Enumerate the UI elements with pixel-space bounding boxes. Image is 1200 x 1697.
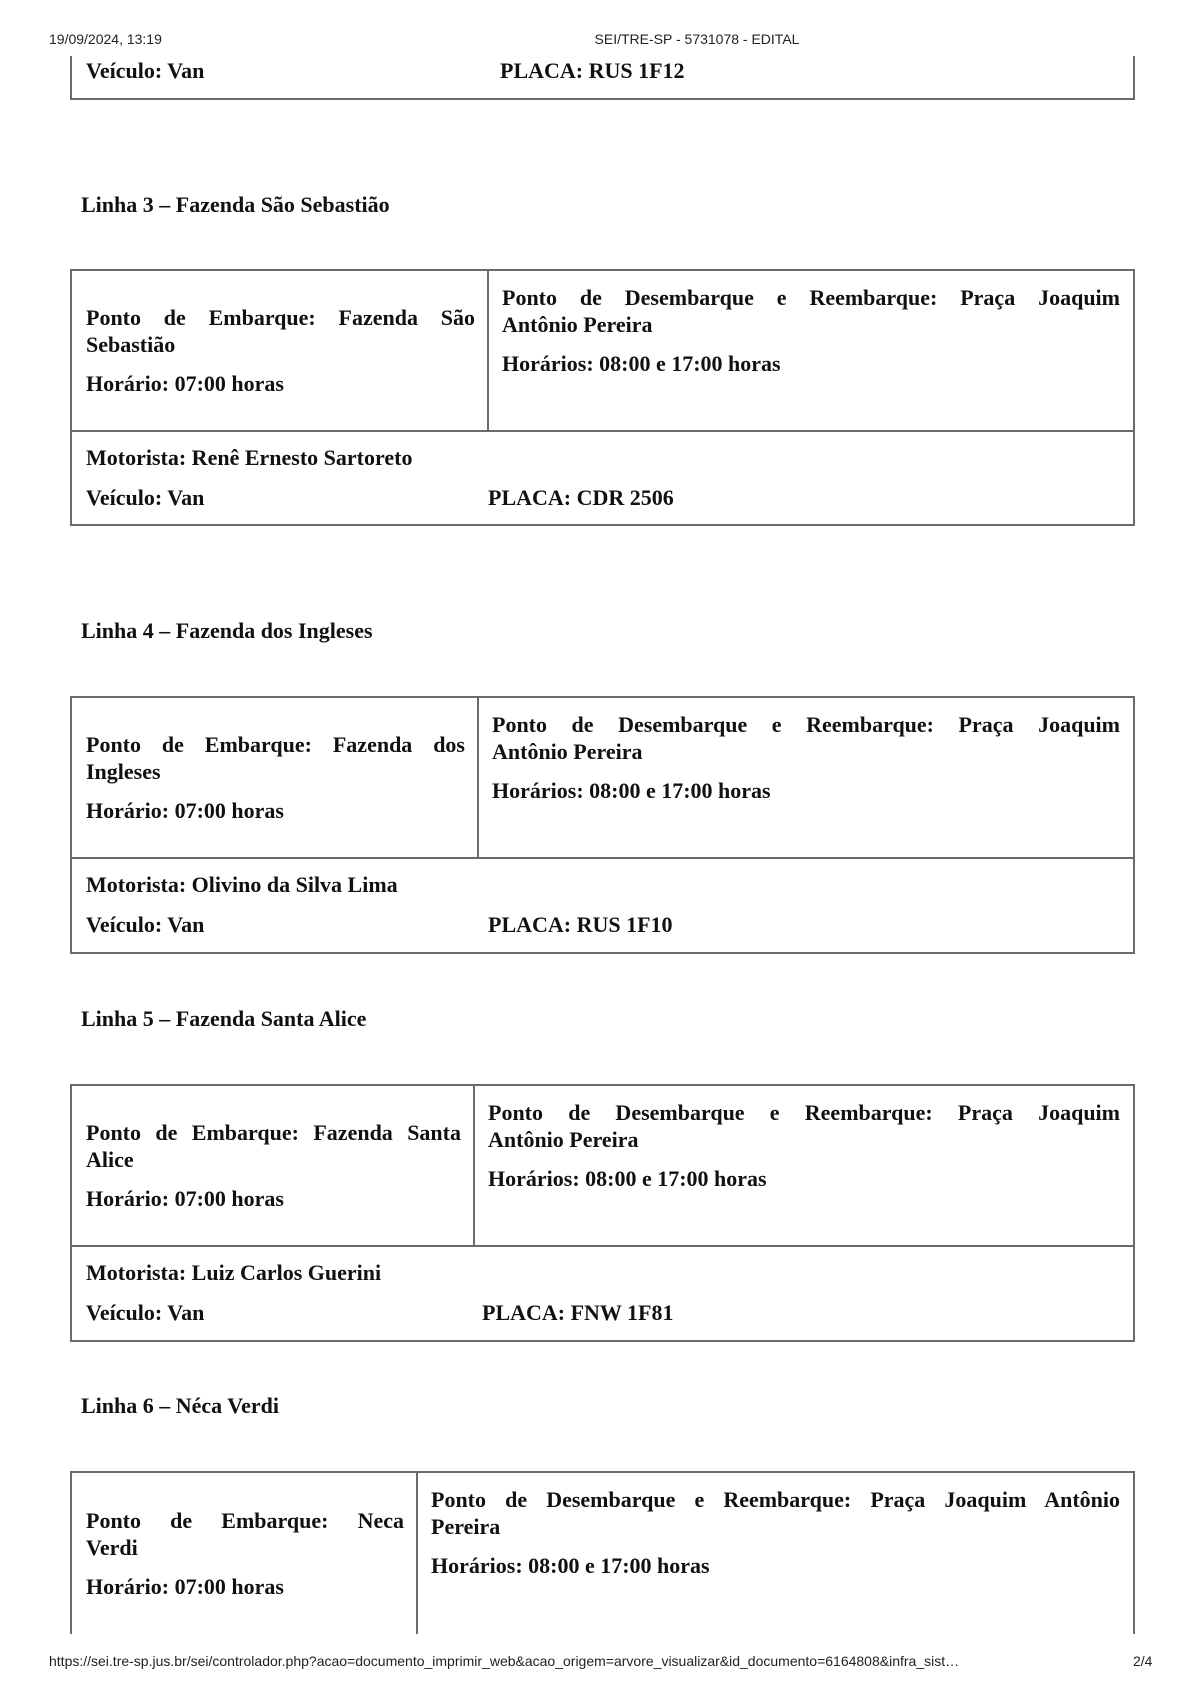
line-3-embarque: Ponto de Embarque: Fazenda São <box>86 305 475 330</box>
line-4-desembarque-cont: Antônio Pereira <box>492 739 643 764</box>
line-5-embarque-cont: Alice <box>86 1147 134 1172</box>
line-6-title: Linha 6 – Néca Verdi <box>81 1393 280 1418</box>
line-5-desembarque-cont: Antônio Pereira <box>488 1127 639 1152</box>
line-6-embarque: Ponto de Embarque: Neca <box>86 1508 404 1533</box>
line-5-horarios: Horários: 08:00 e 17:00 horas <box>488 1166 767 1191</box>
line-3-motorista: Motorista: Renê Ernesto Sartoreto <box>86 445 413 470</box>
line-5-embarque: Ponto de Embarque: Fazenda Santa <box>86 1120 461 1145</box>
line-6-horario: Horário: 07:00 horas <box>86 1574 284 1599</box>
line-3-horarios: Horários: 08:00 e 17:00 horas <box>502 351 781 376</box>
line-3-title: Linha 3 – Fazenda São Sebastião <box>81 192 390 217</box>
line-5-desembarque: Ponto de Desembarque e Reembarque: Praça Joaquim <box>488 1100 1120 1125</box>
line-4-placa: PLACA: RUS 1F10 <box>488 912 673 937</box>
line-4-veiculo: Veículo: Van <box>86 912 205 937</box>
line-5-motorista: Motorista: Luiz Carlos Guerini <box>86 1260 382 1285</box>
line-5-veiculo: Veículo: Van <box>86 1300 205 1325</box>
line-5-placa: PLACA: FNW 1F81 <box>482 1300 674 1325</box>
line-6-desembarque: Ponto de Desembarque e Reembarque: Praça Joaquim Antônio <box>431 1487 1120 1512</box>
line-4-embarque-cont: Ingleses <box>86 759 161 784</box>
line-3-embarque-cont: Sebastião <box>86 332 176 357</box>
print-datetime: 19/09/2024, 13:19 <box>49 31 162 47</box>
line-3-desembarque-cont: Antônio Pereira <box>502 312 653 337</box>
print-url[interactable]: https://sei.tre-sp.jus.br/sei/controlador.php?acao=documento_imprimir_web&acao_origem=arvore_visualizar&id_documento=6164808&infra_sist… <box>49 1653 960 1669</box>
print-doc-title: SEI/TRE-SP - 5731078 - EDITAL <box>594 31 800 47</box>
line-5-title: Linha 5 – Fazenda Santa Alice <box>81 1006 367 1031</box>
line-6-embarque-cont: Verdi <box>86 1535 138 1560</box>
line-4-embarque: Ponto de Embarque: Fazenda dos <box>86 732 465 757</box>
page-number: 2/4 <box>1133 1653 1153 1669</box>
line-3-placa: PLACA: CDR 2506 <box>488 485 674 510</box>
line-6-desembarque-cont: Pereira <box>431 1514 501 1539</box>
line-4-desembarque: Ponto de Desembarque e Reembarque: Praça Joaquim <box>492 712 1120 737</box>
prev-veiculo: Veículo: Van <box>86 58 205 83</box>
line-3-desembarque: Ponto de Desembarque e Reembarque: Praça Joaquim <box>502 285 1120 310</box>
line-4-title: Linha 4 – Fazenda dos Ingleses <box>81 618 373 643</box>
line-4-horarios: Horários: 08:00 e 17:00 horas <box>492 778 771 803</box>
prev-placa: PLACA: RUS 1F12 <box>500 58 685 83</box>
line-4-motorista: Motorista: Olivino da Silva Lima <box>86 872 398 897</box>
line-3-veiculo: Veículo: Van <box>86 485 205 510</box>
line-5-horario: Horário: 07:00 horas <box>86 1186 284 1211</box>
line-6-horarios: Horários: 08:00 e 17:00 horas <box>431 1553 710 1578</box>
line-3-horario: Horário: 07:00 horas <box>86 371 284 396</box>
line-4-horario: Horário: 07:00 horas <box>86 798 284 823</box>
